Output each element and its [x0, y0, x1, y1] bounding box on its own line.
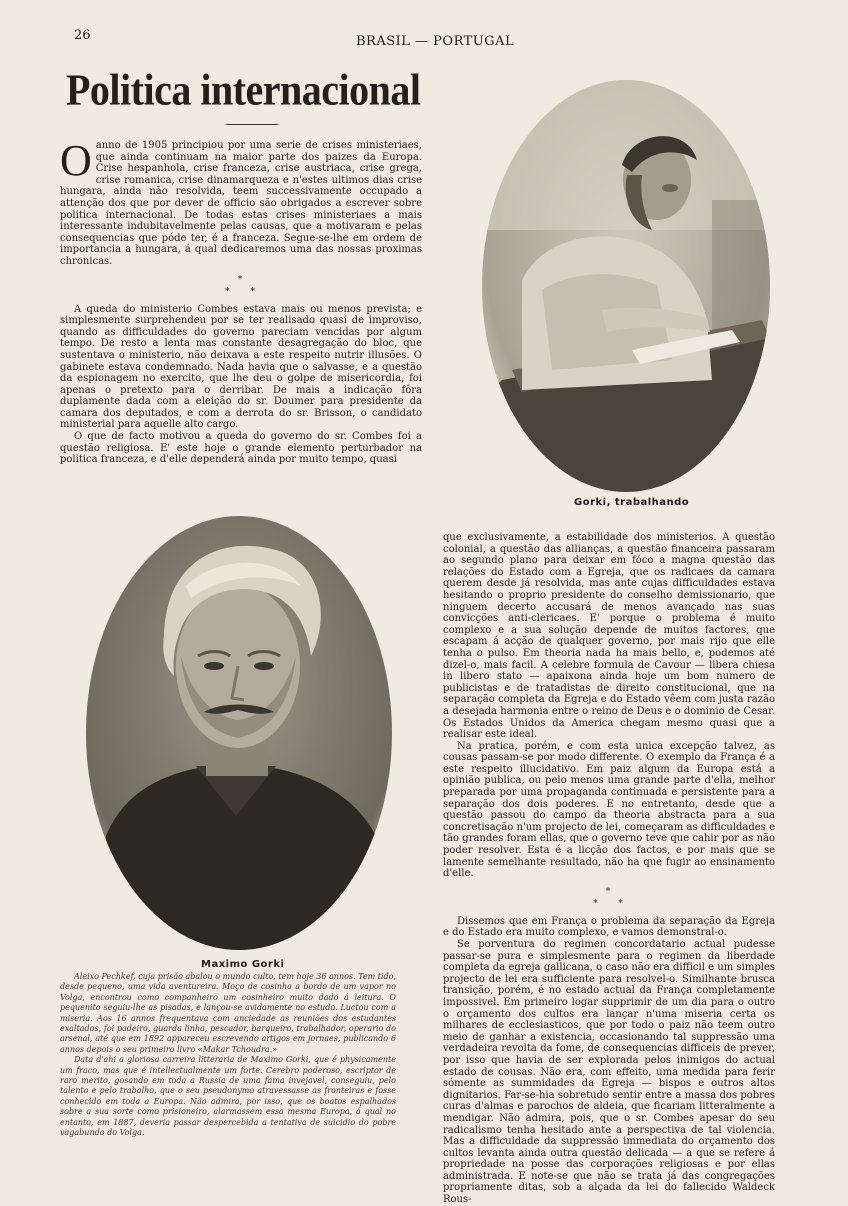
- intro-text: anno de 1905 principiou por uma serie de crises ministeriaes, que ainda continuam na maior parte dos paizes da Europa. Crise hespanhola, crise franceza, crise austriaca, crise grega, crise romanica, crise dinamarqueza e n'estes ultimos dias crise hungara, ainda não resolvida, teem successivamente occupado a attenção dos que por dever de officio são obrigados a escrever sobre politica internacional. De todas estas crises ministeriaes a mais interessante indubitavelmente pelas causas, que a motivaram e pelas consequencias que póde ter, é a franceza. Segue-se-lhe em ordem de importancia a hungara, á qual dedicaremos uma das nossas proximas chronicas.: [60, 140, 422, 267]
- right-paragraph: Dissemos que em França o problema da separação da Egreja e do Estado era muito complexo, e vamos demonstral-o.: [443, 915, 775, 939]
- asterism-top-2: *: [605, 886, 613, 897]
- section-asterism: [60, 274, 422, 298]
- right-paragraph: Na pratica, porém, e com esta unica excepção talvez, as cousas passam-se por modo differente. O exemplo da França é a este respeito illucidativo. Em paiz algum da Europa está a opinião publica, ou pelo menos uma grande parte d'ella, melhor preparada por uma propaganda continuada e persistente para a separação dos dois poderes. E no entretanto, desde que a questão passou do campo da theoria abstracta para a sua concretisação n'um projecto de lei, começaram as difficuldades e tão grandes foram ellas, que o governo teve que cahir por as não poder resolver. Esta é a licção dos factos, e por mais que se lamente semelhante resultado, não ha que fugir ao ensinamento d'elle.: [443, 740, 775, 880]
- article-title: Politica internacional: [66, 65, 421, 115]
- photo-maximo-gorki: [86, 516, 392, 950]
- bio-paragraph: Aleixo Pechkef, cuja prisão abalou o mundo culto, tem hoje 36 annos. Tem tido, desde pequeno, uma vida aventureira. Moço de cosinha a bordo de um vapor no Volga, encontrou como companheiro um cosinheiro muito dado á leitura. O pequenito seguiu-lhe as pisadas, e lançou-se avidamente no estudo. Luctou com a miseria. Aos 16 annos frequentava com anciedade as reuniões dos estudantes exaltados, foi padeiro, guarda linha, pescador, barqueiro, trabalhador, operario do arsenal, até que em 1892 appareceu escrevendo artigos em jornaes, publicando 6 annos depois o seu primeiro livro «Makar Tchoudra.»: [60, 972, 396, 1054]
- page-number: 26: [74, 28, 91, 43]
- caption-gorki-working: Gorki, trabalhando: [574, 497, 690, 508]
- right-column: [443, 532, 775, 1206]
- section-asterism-2: [443, 886, 775, 910]
- photo-gorki-working: [482, 80, 770, 492]
- photo-gorki-working-image: [482, 80, 770, 492]
- bio-paragraph: Data d'ahi a gloriosa carreira litteraria de Maximo Gorki, que é physicamente um fraco, mas que é intellectualmente um forte. Cerebro poderoso, escriptor de raro merito, gosando em toda a Russia de uma fama invejavel, conseguiu, pelo talento e pelo trabalho, que o seu pseudonymo atravessasse as fronteiras e fosse conhecido em toda a Europa. Não admira, por isso, que os boatos espalhados sobre a sua sorte como prisioneiro, alarmassem essa mesma Europa, á qual no entanto, em 1887, deveria passar despercebida a tentativa de suicidio do pobre vagabundo do Volga.: [60, 1055, 396, 1138]
- gorki-biography: [60, 972, 396, 1139]
- photo-maximo-gorki-image: [86, 516, 392, 950]
- left-column: [60, 136, 422, 466]
- title-rule: [226, 124, 278, 125]
- asterism-top: *: [237, 274, 245, 285]
- asterism-bottom-2: * *: [593, 898, 625, 909]
- running-head: BRASIL — PORTUGAL: [356, 34, 515, 49]
- drop-cap: O: [60, 136, 92, 185]
- right-paragraph: que exclusivamente, a estabilidade dos ministerios. A questão colonial, a questão das allianças, a questão financeira passaram ao segundo plano para deixar em fóco a magna questão das relações do Estado com a Egreja, que os radicaes da camara querem desde já resolvida, mas ante cujas difficuldades estava hesitando o proprio presidente do conselho demissionario, que ninguem decerto accusará de menos avançado nas suas convicções anti-clericaes. E' porque o problema é muito complexo e a sua solução depende de muitos factores, que escapam á acção de qualquer governo, por mais rijo que elle tenha o pulso. Em theoria nada ha mais bello, e, podemos até dizel-o, mais facil. A celebre formula de Cavour — libera chiesa in libero stato — apaixona ainda hoje um bom numero de publicistas e de tratadistas de direito constitucional, que na separação completa da Egreja e do Estado vêem com justa razão a desejada harmonia entre o reino de Deus e o dominio de Cesar. Os Estados Unidos da America chegam mesmo quasi que a realisar este ideal.: [443, 532, 775, 741]
- caption-maximo-gorki: Maximo Gorki: [201, 959, 285, 970]
- asterism-bottom: * *: [225, 286, 257, 297]
- intro-paragraph: [60, 136, 422, 268]
- right-paragraph: Se porventura do regimen concordatario actual pudesse passar-se pura e simplesmente para o regimen da liberdade completa da egreja gallicana, o caso não era difficil e um simples projecto de lei era sufficiente para resolvel-o. Similhante brusca transição, porém, é no estado actual da França completamente impossivel. Em primeiro logar supprimir de um dia para o outro o orçamento dos cultos era lançar n'uma miseria certa os milhares de ecclesiasticos, que por todo o paiz não teem outro meio de ganhar a existencia, occasionando tal suppressão uma verdadeira revolta da fome, de consequencias difficeis de prever, por isso que havia de ser explorada pelos inimigos do actual estado de cousas. Não era, com effeito, uma medida para ferir sómente as summidades da Egreja — bispos e outros altos dignitarios. Far-se-hia sobretudo sentir entre a massa dos pobres curas d'almas e parochos de aldeia, que ficariam litteralmente a mendigar. Não admira, pois, que o sr. Combes apesar do seu radicalismo tenha hesitado ante a perspectiva de tal violencia. Mas a difficuldade da suppressão immediata do orçamento dos cultos levanta ainda outra questão delicada — a que se refere á propriedade na posse das corporações religiosas e por ellas administrada. E note-se que não se trata já das congregações propriamente ditas, sob a alçada da lei do fallecido Waldeck Rous-: [443, 939, 775, 1206]
- left-paragraph: A queda do ministerio Combes estava mais ou menos prevista; e simplesmente surprehendeu por se ter realisado quasi de improviso, quando as difficuldades do governo pareciam vencidas por algum tempo. De resto a lenta mas constante desagregação do bloc, que sustentava o ministerio, não deixava a este respeito nutrir illusões. O gabinete estava condemnado. Nada havia que o salvasse, e a questão da espionagem no exercito, que lhe deu o golpe de misericordia, foi apenas o pretexto para o derribar. De mais a indicação fôra duplamente dada com a eleição do sr. Doumer para presidente da camara dos deputados, e com a derrota do sr. Brisson, o candidato ministerial para aquelle alto cargo.: [60, 303, 422, 431]
- left-paragraph: O que de facto motivou a queda do governo do sr. Combes foi a questão religiosa. E' este hoje o grande elemento perturbador na politica franceza, e d'elle dependerá ainda por muito tempo, quasi: [60, 431, 422, 466]
